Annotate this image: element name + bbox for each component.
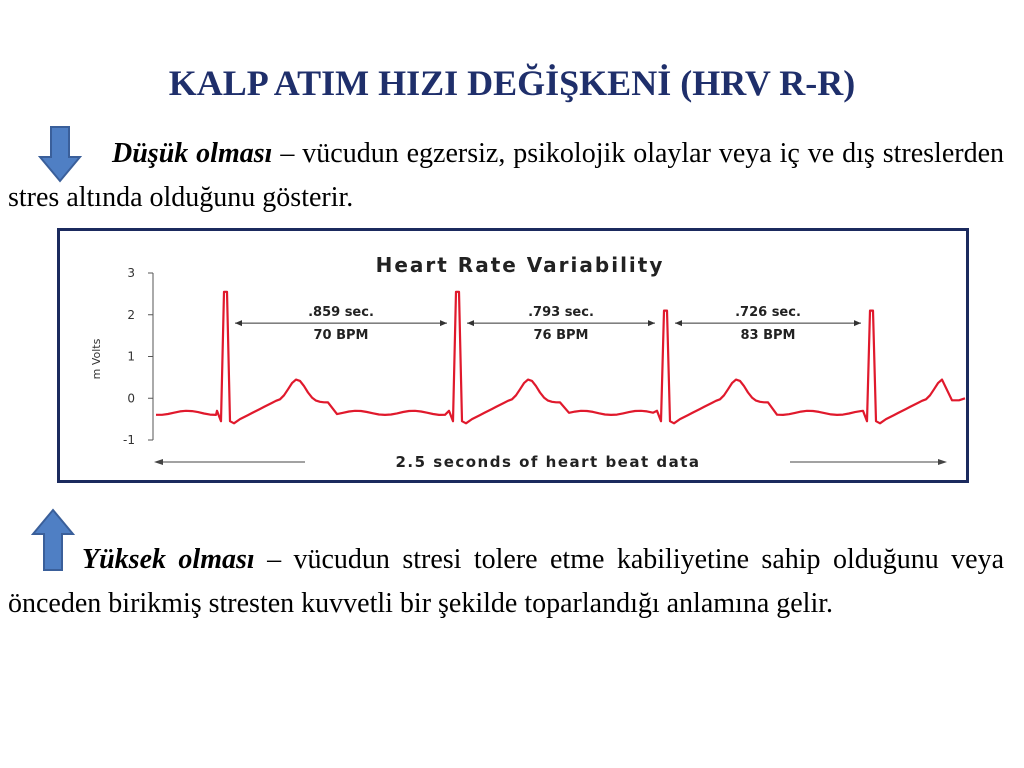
hrv-chart <box>57 228 969 483</box>
interval-seconds-label: .726 sec. <box>735 305 801 321</box>
interval-arrowhead-left <box>467 320 474 326</box>
x-axis-arrowhead-right <box>938 459 947 465</box>
chart-title: Heart Rate Variability <box>375 253 665 277</box>
interval-seconds-label: .793 sec. <box>528 305 594 321</box>
slide-title: KALP ATIM HIZI DEĞİŞKENİ (HRV R-R) <box>168 63 856 103</box>
x-axis-arrowhead-left <box>154 459 163 465</box>
interval-bpm-label: 76 BPM <box>533 328 589 344</box>
y-tick-label: 0 <box>127 391 135 406</box>
low-hrv-paragraph <box>8 132 1004 220</box>
y-tick-label: -1 <box>123 433 135 447</box>
low-hrv-text: – vücudun egzersiz, psikolojik olaylar veya iç ve dış streslerden stres altında olduğunu gösterir. <box>8 138 1004 213</box>
y-tick-label: 1 <box>127 349 135 364</box>
high-hrv-text: – vücudun stresi tolere etme kabiliyetine sahip olduğunu veya önceden birikmiş stresten kuvvetli bir şekilde toparlandığı anlamına gelir. <box>8 544 1004 619</box>
y-tick-label: 3 <box>127 266 135 280</box>
interval-arrowhead-right <box>854 320 861 326</box>
interval-arrowhead-left <box>235 320 242 326</box>
interval-bpm-label: 70 BPM <box>313 328 369 344</box>
y-tick-label: 2 <box>127 307 135 322</box>
interval-bpm-label: 83 BPM <box>740 328 796 344</box>
high-hrv-emphasis: Yüksek olması <box>82 544 255 575</box>
interval-arrowhead-left <box>675 320 682 326</box>
chart-xlabel: 2.5 seconds of heart beat data <box>395 453 701 471</box>
interval-arrowhead-right <box>648 320 655 326</box>
interval-seconds-label: .859 sec. <box>308 305 374 321</box>
high-hrv-paragraph <box>8 538 1004 626</box>
interval-arrowhead-right <box>440 320 447 326</box>
chart-ylabel: m Volts <box>90 338 103 380</box>
low-hrv-emphasis: Düşük olması <box>112 138 273 169</box>
